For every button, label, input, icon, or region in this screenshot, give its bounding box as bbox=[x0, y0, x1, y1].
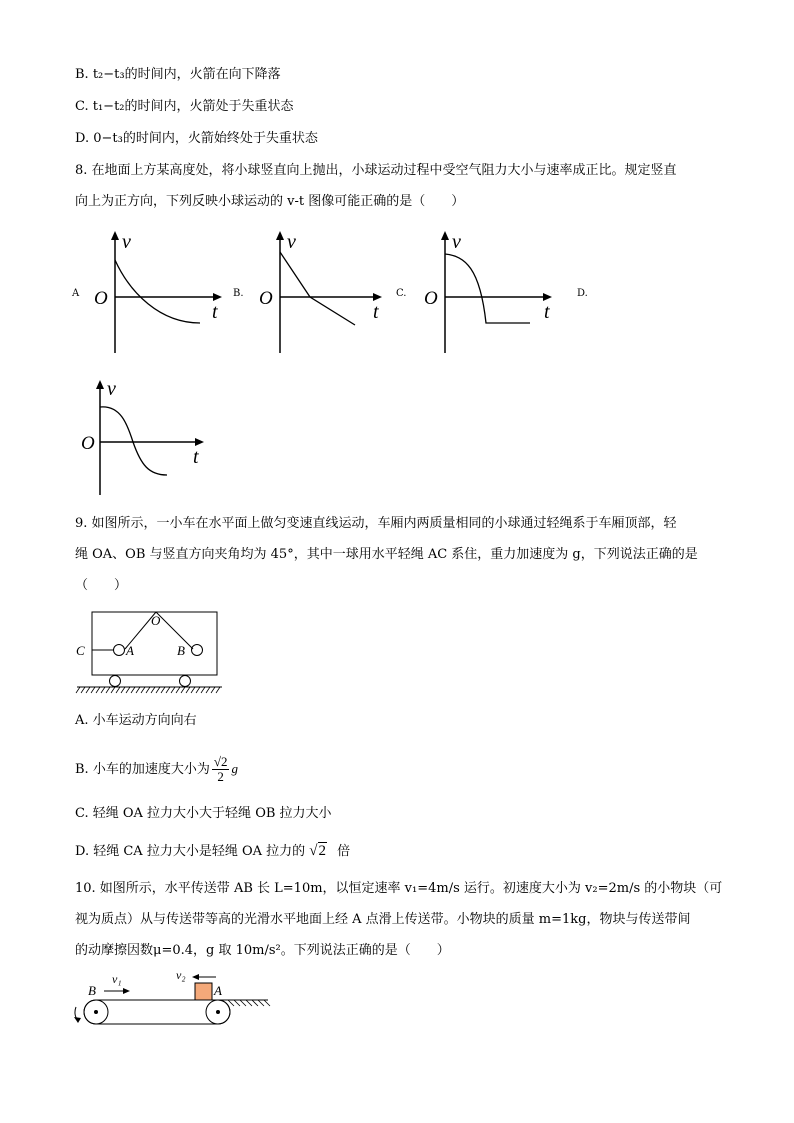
q8-option-b-label: B. bbox=[233, 288, 244, 299]
graph-b-origin-label: O bbox=[259, 288, 273, 309]
q9-stem-line1: 9. 如图所示，一小车在水平面上做匀变速直线运动，车厢内两质量相同的小球通过轻绳系于车厢顶部，轻 bbox=[75, 516, 677, 531]
graph-c-v-label: v bbox=[452, 231, 461, 253]
graph-b-t-label: t bbox=[373, 301, 379, 323]
graph-b-v-label: v bbox=[287, 231, 296, 253]
q9-option-d-prefix: D. 轻绳 CA 拉力大小是轻绳 OA 拉力的 bbox=[75, 844, 306, 859]
q9-option-d bbox=[75, 842, 350, 861]
q9-option-d-suffix: 倍 bbox=[337, 844, 351, 859]
q9-label-b: B bbox=[177, 643, 185, 658]
q10-label-v1: v₁ bbox=[112, 972, 122, 986]
q8-graph-c bbox=[420, 228, 565, 358]
q9-stem-line3: （ ） bbox=[75, 578, 128, 593]
q8-option-c-label: C. bbox=[396, 288, 407, 299]
graph-d-origin-label: O bbox=[81, 433, 95, 454]
q9-label-c: C bbox=[76, 643, 85, 658]
graph-a-t-label: t bbox=[212, 301, 218, 323]
graph-d-t-label: t bbox=[193, 446, 199, 468]
q8-graph-d bbox=[75, 375, 215, 500]
fraction-denominator: 2 bbox=[217, 769, 224, 784]
q9-option-b bbox=[75, 750, 238, 789]
q10-label-a: A bbox=[214, 983, 222, 998]
q10-label-b: B bbox=[88, 983, 96, 998]
q9-option-a: A. 小车运动方向向右 bbox=[75, 713, 197, 728]
q9-cart-figure bbox=[72, 605, 232, 700]
graph-c-origin-label: O bbox=[424, 288, 438, 309]
q8-stem-line1: 8. 在地面上方某高度处，将小球竖直向上抛出，小球运动过程中受空气阻力大小与速率成正比。规定竖直 bbox=[75, 163, 677, 178]
graph-c-t-label: t bbox=[544, 301, 550, 323]
q7-option-b: B. t₂−t₃的时间内，火箭在向下降落 bbox=[75, 67, 281, 82]
q8-option-a-label: A bbox=[72, 288, 80, 299]
q9-option-b-suffix: g bbox=[231, 761, 238, 776]
q9-option-b-fraction bbox=[212, 755, 230, 784]
q9-label-o: O bbox=[151, 613, 161, 628]
q10-stem-line2: 视为质点）从与传送带等高的光滑水平地面上经 A 点滑上传送带。小物块的质量 m=1kg，物块与传送带间 bbox=[75, 912, 691, 927]
q10-stem-line1: 10. 如图所示，水平传送带 AB 长 L=10m，以恒定速率 v₁=4m/s 运行。初速度大小为 v₂=2m/s 的小物块（可 bbox=[75, 881, 723, 896]
graph-a-origin-label: O bbox=[94, 288, 108, 309]
q8-stem-line2: 向上为正方向，下列反映小球运动的 v-t 图像可能正确的是（ ） bbox=[75, 194, 465, 209]
q10-block bbox=[195, 983, 212, 1000]
q8-graph-a bbox=[90, 228, 230, 358]
q9-option-c: C. 轻绳 OA 拉力大小大于轻绳 OB 拉力大小 bbox=[75, 806, 332, 821]
fraction-numerator: √2 bbox=[213, 754, 228, 769]
q9-option-b-prefix: B. 小车的加速度大小为 bbox=[75, 762, 210, 777]
graph-d-v-label: v bbox=[107, 378, 116, 400]
q10-stem-line3: 的动摩擦因数μ=0.4，g 取 10m/s²。下列说法正确的是（ ） bbox=[75, 943, 450, 958]
sqrt-symbol: √2 bbox=[309, 843, 327, 859]
q8-graph-b bbox=[255, 228, 395, 358]
q9-stem-line2: 绳 OA、OB 与竖直方向夹角均为 45°，其中一球用水平轻绳 AC 系住，重力加速度为 g，下列说法正确的是 bbox=[75, 547, 698, 562]
q10-conveyor-figure bbox=[68, 965, 278, 1030]
q10-label-v2: v₂ bbox=[176, 968, 186, 982]
graph-a-v-label: v bbox=[122, 231, 131, 253]
q9-label-a: A bbox=[126, 643, 134, 658]
q7-option-c: C. t₁−t₂的时间内，火箭处于失重状态 bbox=[75, 99, 294, 114]
q8-option-d-label: D. bbox=[577, 288, 588, 299]
q7-option-d: D. 0−t₃的时间内，火箭始终处于失重状态 bbox=[75, 131, 318, 146]
sqrt-radicand: 2 bbox=[318, 843, 327, 859]
